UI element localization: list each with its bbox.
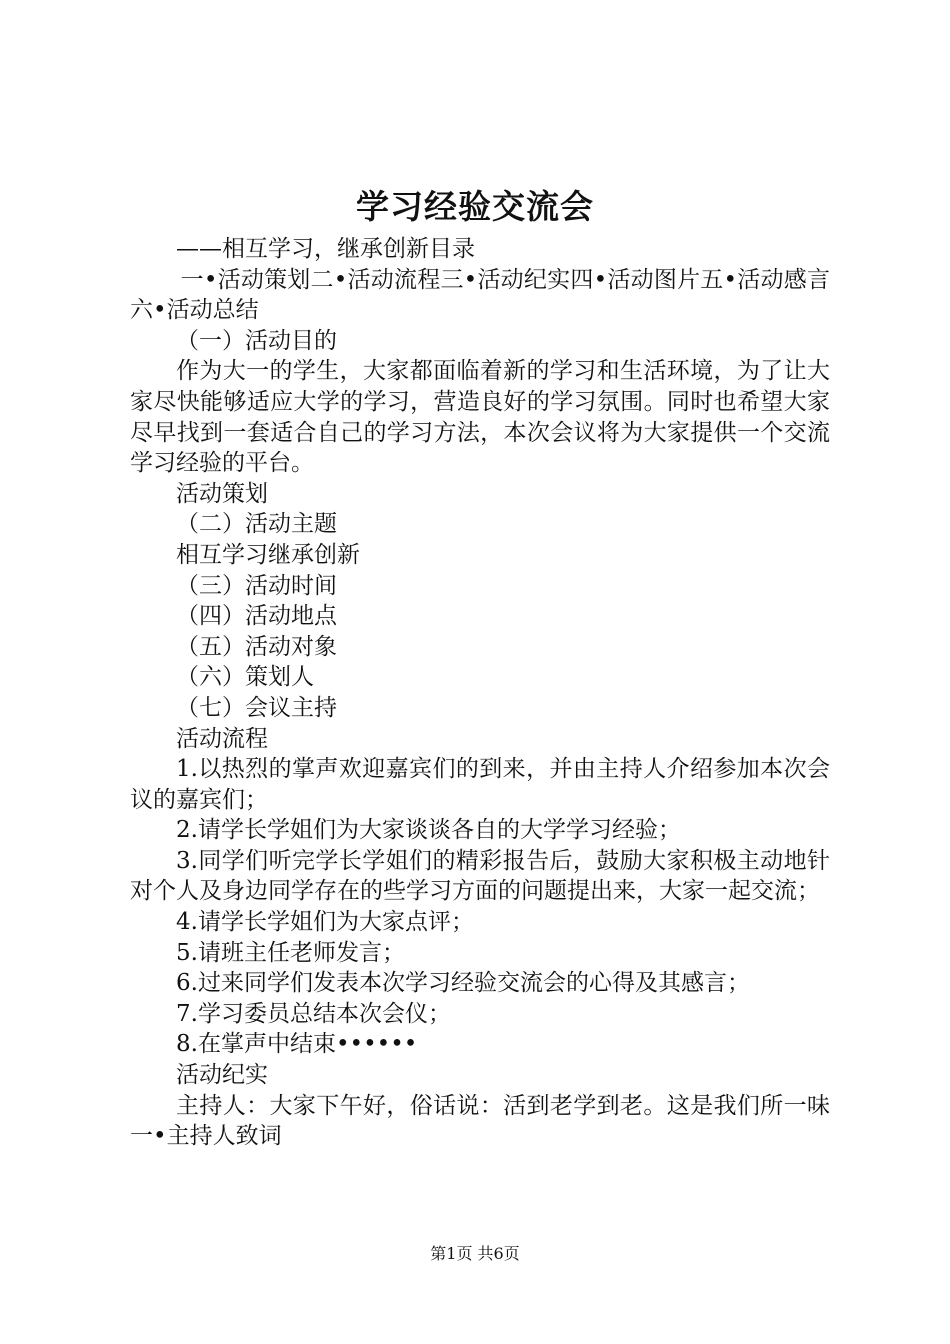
document-body	[130, 234, 830, 1152]
section-heading: （一）活动目的	[176, 327, 337, 354]
list-item: 7.学习委员总结本次会仪；	[176, 1000, 451, 1027]
body-paragraph: 相互学习继承创新	[176, 541, 360, 568]
section-heading: 活动纪实	[176, 1062, 268, 1089]
list-item: 3.同学们听完学长学姐们的精彩报告后，鼓励大家积极主动地针对个人及身边同学存在的些学习方面的问题提出来，大家一起交流；	[130, 847, 830, 905]
table-of-contents: 一•活动策划二•活动流程三•活动纪实四•活动图片五•活动感言六•活动总结	[130, 266, 830, 324]
section-heading: （四）活动地点	[176, 603, 337, 630]
body-paragraph: 主持人：大家下午好，俗话说：活到老学到老。这是我们所一味一•主持人致词	[130, 1092, 830, 1150]
list-item: 6.过来同学们发表本次学习经验交流会的心得及其感言；	[176, 970, 750, 997]
subtitle-line: ——相互学习，继承创新目录	[176, 236, 475, 262]
list-item: 5.请班主任老师发言；	[176, 939, 405, 966]
page-footer: 第1页 共6页	[430, 1244, 520, 1263]
list-item: 2.请学长学姐们为大家谈谈各自的大学学习经验；	[176, 817, 681, 844]
section-heading: 活动策划	[176, 480, 268, 507]
list-item: 4.请学长学姐们为大家点评；	[176, 909, 474, 936]
list-item: 8.在掌声中结束••••••	[176, 1031, 418, 1058]
section-heading: （七）会议主持	[176, 694, 337, 721]
section-heading: （六）策划人	[176, 664, 314, 691]
body-paragraph: 作为大一的学生，大家都面临着新的学习和生活环境，为了让大家尽快能够适应大学的学习，营造良好的学习氛围。同时也希望大家尽早找到一套适合自己的学习方法，本次会议将为大家提供一个交流学习经验的平台。	[130, 358, 830, 477]
section-heading: （三）活动时间	[176, 572, 337, 599]
section-heading: 活动流程	[176, 725, 268, 752]
document-title: 学习经验交流会	[356, 187, 594, 226]
list-item: 1.以热烈的掌声欢迎嘉宾们的到来，并由主持人介绍参加本次会议的嘉宾们；	[130, 756, 830, 813]
section-heading: （二）活动主题	[176, 511, 337, 538]
section-heading: （五）活动对象	[176, 633, 337, 660]
